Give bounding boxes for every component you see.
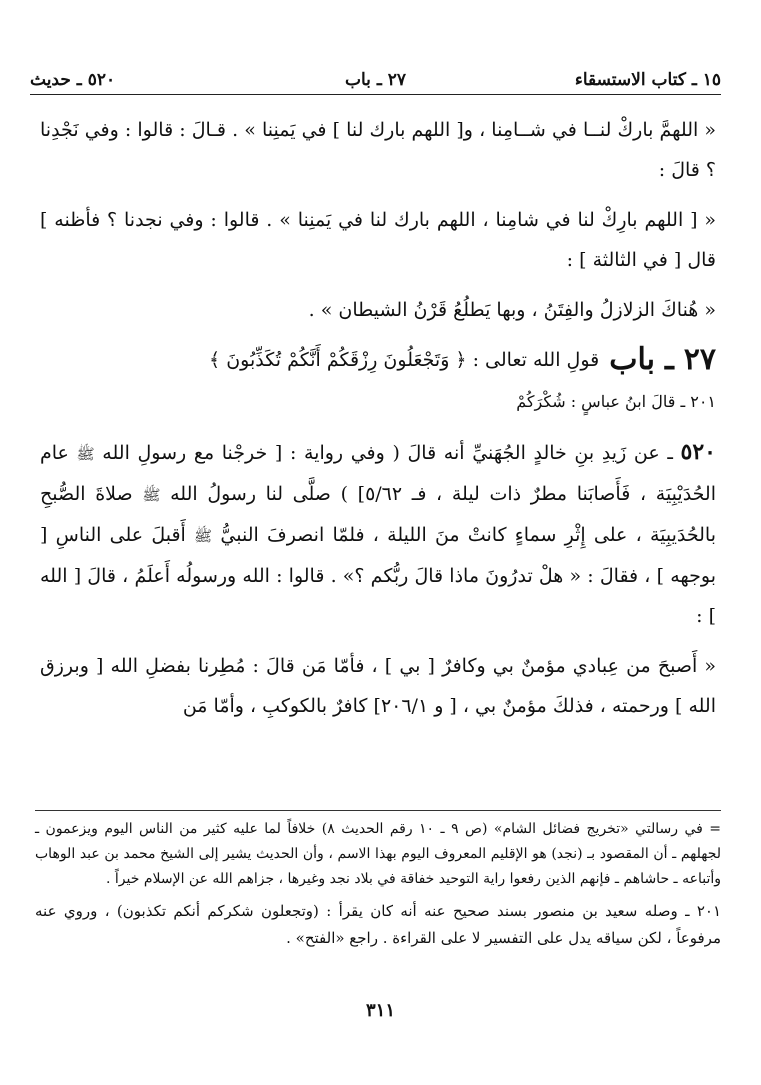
paragraph-1: « اللهمَّ باركْ لنــا في شــامِنا ، و[ اللهم بارك لنا ] في يَمنِنا » . قـالَ : قالوا : وفي نَجْدِنا ؟ قالَ : (40, 119, 716, 181)
hadith-text-1: ـ عن زَيدِ بنِ خالدٍ الجُهَنيِّ أنه قالَ ( وفي رواية : [ خرجْنا مع رسولِ الله (102, 442, 673, 464)
header-hadith-number: ٥٢٠ ـ حديث (30, 70, 116, 90)
bab-word: باب (609, 342, 655, 377)
bab-title: قولِ الله تعالى : ﴿ وَتَجْعَلُونَ رِزْقَكُمْ أَنَّكُمْ تُكَذِّبُونَ ﴾ (209, 349, 600, 371)
paragraph-3: « هُناكَ الزلازلُ والفِتَنُ ، وبها يَطلُعُ قَرْنُ الشيطان » . (308, 299, 716, 321)
footnotes (35, 810, 721, 958)
salawat-mark-3: ﷺ (194, 527, 213, 545)
salawat-mark-2: ﷺ (142, 486, 161, 504)
footnote-divider (35, 810, 721, 811)
page-number: ٣١١ (365, 1000, 395, 1021)
bab-sub-note: ٢٠١ ـ قالَ ابنُ عباسٍ : شُكْرَكُمْ (516, 392, 716, 411)
header-chapter: ١٥ ـ كتاب الاستسقاء (574, 70, 721, 90)
footnote-1: = في رسالتي «تخريج فضائل الشام» (ص ٩ ـ ١٠ رقم الحديث ٨) خلافاً لما عليه كثير من الناس اليوم ويزعمون ـ لجهلهم ـ أن المقصود بـ (نجد) هو الإقليم المعروف اليوم بهذا الاسم ، وأن الحديث يشير إلى الشيخ محمد بن عبد الوهاب وأتباعه ـ حاشاهم ـ فإنهم الذين رفعوا راية التوحيد خفاقة في بلاد نجد وغيرها ، جزاهم الله عن الإسلام خيراً . (35, 821, 721, 887)
hadith-number: ٥٢٠ (680, 439, 716, 465)
footnote-2: ٢٠١ ـ وصله سعيد بن منصور بسند صحيح عنه أنه كان يقرأ : (وتجعلون شكركم أنكم تكذبون) ، وروي عنه مرفوعاً ، لكن سياقه يدل على التفسير لا على القراءة . راجع «الفتح» . (35, 902, 721, 947)
hadith-text-2: عام الحُدَيْبِيَة ، فَأَصابَنا مطرٌ ذات ليلة ، فـ ٥/٦٢] ) صلَّى لنا رسولُ الله (40, 442, 717, 505)
hadith-text-3: صلاةَ الصُّبحِ بالحُدَيبِيَة ، على إِثْرِ سماءٍ كانتْ منَ الليلة ، فلمّا انصرفَ النبيُّ (40, 483, 717, 546)
header-bab: ٢٧ ـ باب (345, 70, 406, 90)
salawat-mark-1: ﷺ (76, 445, 95, 463)
paragraph-2: « [ اللهم بارِكْ لنا في شامِنا ، اللهم بارك لنا في يَمنِنا » . قالوا : وفي نجدنا ؟ فأظنه ] قال [ في الثالثة ] : (40, 209, 716, 271)
bab-dash: ـ (664, 342, 674, 377)
running-header (30, 56, 721, 95)
hadith-text-4: أَقبلَ على الناسِ [ بوجهه ] ، فقالَ : « هلْ تدرُونَ ماذا قالَ ربُّكم ؟» . قالوا : الله ورسولُه أَعلَمُ ، قالَ [ الله ] : (40, 524, 716, 627)
bab-number: ٢٧ (683, 342, 716, 377)
hadith-paragraph (40, 432, 716, 636)
bab-heading (40, 340, 716, 380)
main-text (40, 110, 716, 736)
hadith-quote: « أَصبحَ من عِبادي مؤمنٌ بي وكافرٌ [ بي ] ، فأمّا مَن قالَ : مُطِرنا بفضلِ الله [ وبرزق الله ] ورحمته ، فذلكَ مؤمنٌ بي ، [ و ٢٠٦/١] كافرٌ بالكوكبِ ، وأمّا مَن (40, 655, 716, 717)
